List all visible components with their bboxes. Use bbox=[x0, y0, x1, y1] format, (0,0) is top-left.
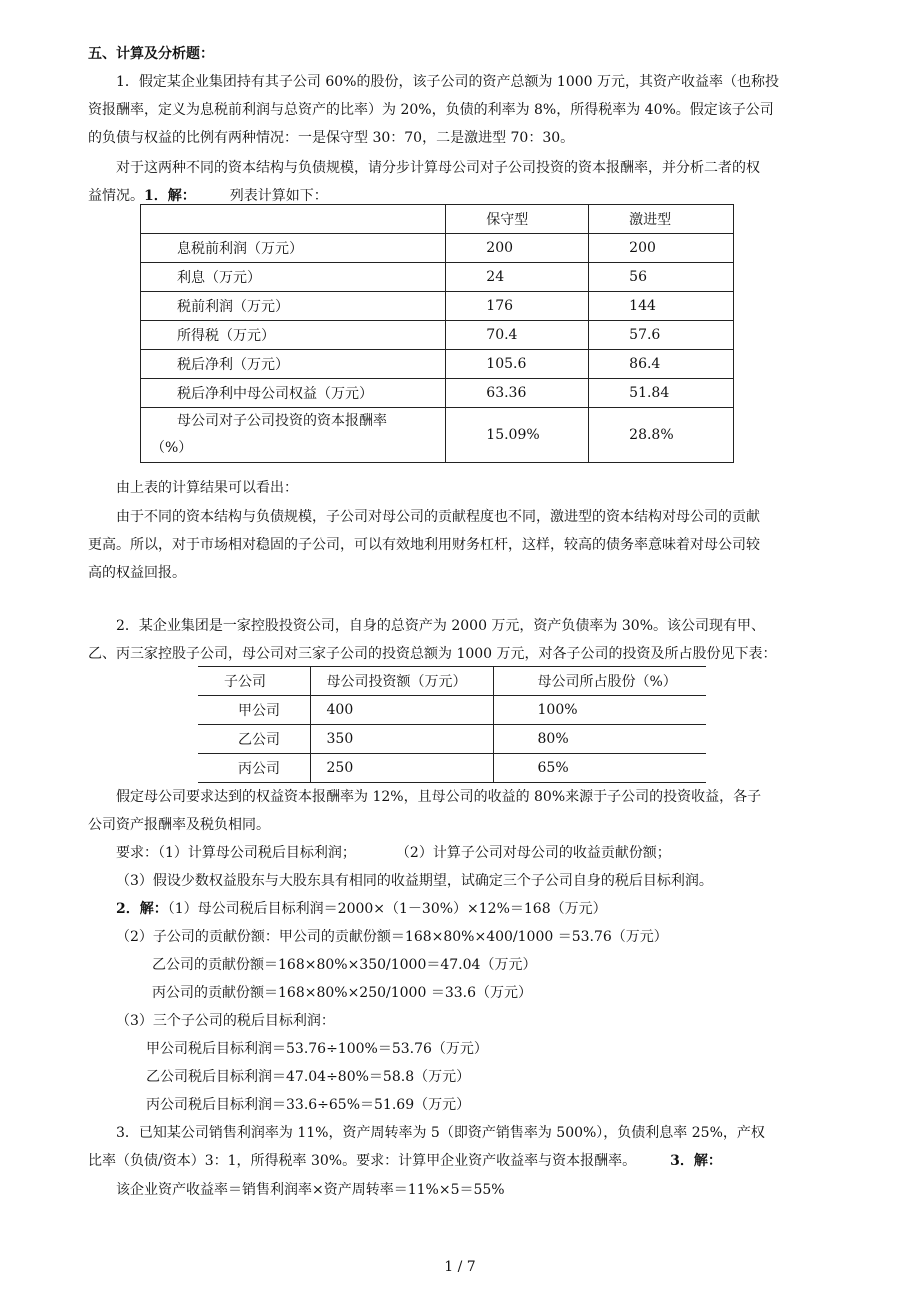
q2-solution-line: 乙公司税后目标利润＝47.04÷80%＝58.8（万元） bbox=[146, 1069, 471, 1085]
cell-value: 100% bbox=[493, 696, 706, 725]
q2-requirement-line: （3）假设少数权益股东与大股东具有相同的收益期望，试确定三个子公司自身的税后目标利润。 bbox=[116, 873, 713, 889]
q2-solution-text: （1）母公司税后目标利润＝2000×（1－30%）×12%＝168（万元） bbox=[167, 901, 607, 917]
row-label-line: （%） bbox=[151, 440, 193, 456]
q1-paragraph-line bbox=[88, 186, 328, 206]
q2-solution-label: 2．解： bbox=[116, 901, 168, 917]
q1-conclusion-line: 高的权益回报。 bbox=[88, 565, 186, 581]
cell-value: 28.8% bbox=[589, 408, 734, 463]
table-row bbox=[198, 725, 706, 754]
row-label: 甲公司 bbox=[198, 696, 310, 725]
table-row bbox=[141, 408, 734, 463]
q1-table-intro: 列表计算如下： bbox=[229, 188, 328, 204]
q3-solution-label: 3．解： bbox=[670, 1153, 722, 1169]
cell-value: 63.36 bbox=[446, 379, 589, 408]
section-title: 五、计算及分析题： bbox=[88, 46, 214, 62]
table-row bbox=[141, 379, 734, 408]
table-header-row bbox=[141, 205, 734, 234]
cell-value: 24 bbox=[446, 263, 589, 292]
cell-value: 56 bbox=[589, 263, 734, 292]
q2-requirement: 要求：（1）计算母公司税后目标利润； bbox=[116, 845, 356, 861]
q3-paragraph-line bbox=[88, 1151, 722, 1171]
cell-value: 70.4 bbox=[446, 321, 589, 350]
capital-structure-table bbox=[140, 204, 734, 463]
q2-requirement: （2）计算子公司对母公司的收益贡献份额； bbox=[395, 845, 671, 861]
cell-value: 176 bbox=[446, 292, 589, 321]
q1-paragraph-line: 1．假定某企业集团持有其子公司 60%的股份，该子公司的资产总额为 1000 万元，其资产收益率（也称投 bbox=[116, 74, 780, 90]
cell-value: 144 bbox=[589, 292, 734, 321]
table-row bbox=[198, 754, 706, 783]
row-label: 丙公司 bbox=[198, 754, 310, 783]
row-label bbox=[141, 408, 446, 463]
q2-requirement-line bbox=[116, 843, 671, 863]
cell-value: 51.84 bbox=[589, 379, 734, 408]
row-label: 税前利润（万元） bbox=[141, 292, 446, 321]
q1-paragraph-line: 对于这两种不同的资本结构与负债规模，请分步计算母公司对子公司投资的资本报酬率，并分析二者的权 bbox=[116, 160, 760, 176]
cell-value: 57.6 bbox=[589, 321, 734, 350]
q1-conclusion-line: 由上表的计算结果可以看出： bbox=[116, 480, 298, 496]
q2-solution-line: （2）子公司的贡献份额：甲公司的贡献份额＝168×80%×400/1000 ＝53.76（万元） bbox=[116, 929, 668, 945]
row-label: 利息（万元） bbox=[141, 263, 446, 292]
q2-solution-line: 丙公司税后目标利润＝33.6÷65%＝51.69（万元） bbox=[146, 1097, 471, 1113]
q2-solution-line bbox=[116, 899, 607, 919]
table-row bbox=[198, 696, 706, 725]
q2-paragraph-line: 乙、丙三家控股子公司，母公司对三家子公司的投资总额为 1000 万元，对各子公司的投资及所占股份见下表： bbox=[88, 646, 777, 662]
cell-value: 65% bbox=[493, 754, 706, 783]
row-label: 所得税（万元） bbox=[141, 321, 446, 350]
q3-solution-line: 该企业资产收益率＝销售利润率×资产周转率＝11%×5＝55% bbox=[116, 1182, 505, 1198]
cell-value: 350 bbox=[310, 725, 493, 754]
table-header-cell bbox=[141, 205, 446, 234]
table-row bbox=[141, 263, 734, 292]
row-label: 乙公司 bbox=[198, 725, 310, 754]
q1-solution-label: 1．解： bbox=[144, 188, 196, 204]
cell-value: 105.6 bbox=[446, 350, 589, 379]
page-number: 1 / 7 bbox=[444, 1259, 476, 1275]
table-header-cell: 激进型 bbox=[589, 205, 734, 234]
q1-text: 益情况。 bbox=[88, 188, 144, 204]
table-row bbox=[141, 292, 734, 321]
q2-solution-line: 丙公司的贡献份额＝168×80%×250/1000 ＝33.6（万元） bbox=[152, 985, 532, 1001]
table-header-cell: 母公司所占股份（%） bbox=[493, 667, 706, 696]
row-label: 税后净利（万元） bbox=[141, 350, 446, 379]
q1-conclusion-line: 由于不同的资本结构与负债规模，子公司对母公司的贡献程度也不同，激进型的资本结构对母公司的贡献 bbox=[116, 509, 760, 525]
q1-conclusion-line: 更高。所以，对于市场相对稳固的子公司，可以有效地利用财务杠杆，这样，较高的债务率意味着对母公司较 bbox=[88, 537, 760, 553]
q2-assumption-line: 公司资产报酬率及税负相同。 bbox=[88, 817, 270, 833]
q2-assumption-line: 假定母公司要求达到的权益资本报酬率为 12%，且母公司的收益的 80%来源于子公司的投资收益，各子 bbox=[116, 789, 762, 805]
cell-value: 400 bbox=[310, 696, 493, 725]
table-header-cell: 子公司 bbox=[198, 667, 310, 696]
q2-solution-line: （3）三个子公司的税后目标利润： bbox=[116, 1013, 335, 1029]
cell-value: 86.4 bbox=[589, 350, 734, 379]
q1-paragraph-line: 的负债与权益的比例有两种情况：一是保守型 30：70，二是激进型 70：30。 bbox=[88, 130, 575, 146]
q1-paragraph-line: 资报酬率，定义为息税前利润与总资产的比率）为 20%，负债的利率为 8%，所得税率为 40%。假定该子公司 bbox=[88, 102, 774, 118]
cell-value: 15.09% bbox=[446, 408, 589, 463]
cell-value: 200 bbox=[589, 234, 734, 263]
cell-value: 80% bbox=[493, 725, 706, 754]
row-label-line: 母公司对子公司投资的资本报酬率 bbox=[177, 413, 387, 429]
table-header-row bbox=[198, 667, 706, 696]
table-header-cell: 保守型 bbox=[446, 205, 589, 234]
cell-value: 200 bbox=[446, 234, 589, 263]
q2-solution-line: 乙公司的贡献份额＝168×80%×350/1000＝47.04（万元） bbox=[152, 957, 537, 973]
row-label: 息税前利润（万元） bbox=[141, 234, 446, 263]
cell-value: 250 bbox=[310, 754, 493, 783]
q3-paragraph-line: 3．已知某公司销售利润率为 11%，资产周转率为 5（即资产销售率为 500%），负债利息率 25%，产权 bbox=[116, 1125, 765, 1141]
q2-paragraph-line: 2．某企业集团是一家控股投资公司，自身的总资产为 2000 万元，资产负债率为 30%。该公司现有甲、 bbox=[116, 618, 766, 634]
row-label: 税后净利中母公司权益（万元） bbox=[141, 379, 446, 408]
q3-text: 比率（负债/资本）3：1，所得税率 30%。要求：计算甲企业资产收益率与资本报酬率。 bbox=[88, 1153, 637, 1169]
table-row bbox=[141, 350, 734, 379]
table-header-cell: 母公司投资额（万元） bbox=[310, 667, 493, 696]
q2-solution-line: 甲公司税后目标利润＝53.76÷100%＝53.76（万元） bbox=[146, 1041, 488, 1057]
table-row bbox=[141, 321, 734, 350]
table-row bbox=[141, 234, 734, 263]
subsidiary-investment-table bbox=[198, 666, 706, 783]
